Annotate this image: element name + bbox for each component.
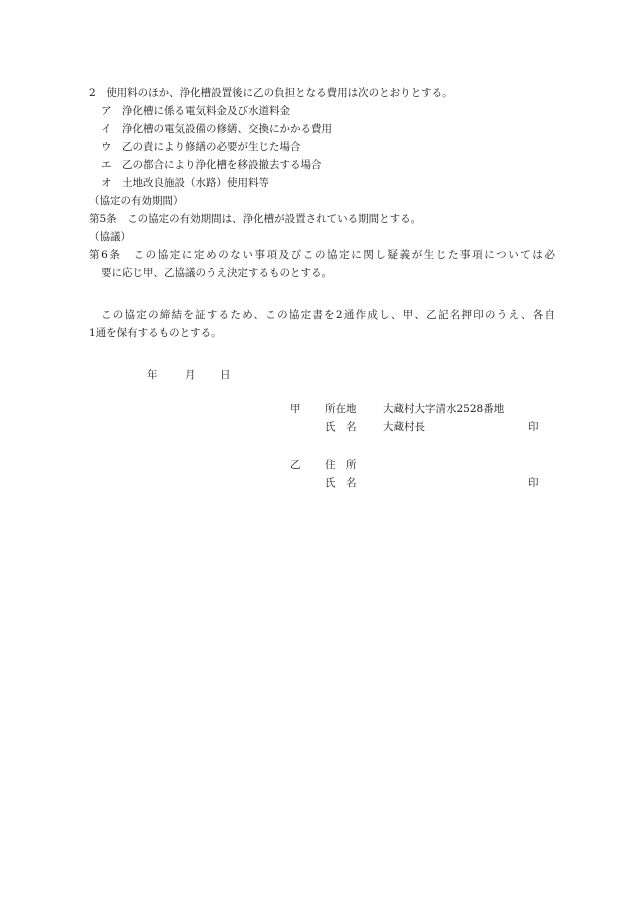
list-mark: イ <box>101 123 112 135</box>
list-mark: ウ <box>101 141 112 153</box>
list-text: 浄化槽の電気設備の修繕、交換にかかる費用 <box>122 123 332 135</box>
party-b-seal: 印 <box>528 477 539 489</box>
list-mark: エ <box>101 159 112 171</box>
list-item <box>101 120 332 138</box>
party-a-name: 大蔵村長 <box>383 421 425 433</box>
list-text: 乙の都合により浄化槽を移設撤去する場合 <box>122 159 322 171</box>
article-number: 第5条 <box>89 213 117 225</box>
party-b-address-label: 住 所 <box>325 459 357 471</box>
list-mark: オ <box>101 177 112 189</box>
article5-heading: （協定の有効期間） <box>89 195 184 207</box>
list-item <box>101 174 269 192</box>
list-item <box>101 138 301 156</box>
list-mark: ア <box>101 105 112 117</box>
party-b-label: 乙 <box>290 459 301 471</box>
party-a-address: 大蔵村大字清水2528番地 <box>383 403 505 415</box>
article4-item2 <box>89 84 453 102</box>
party-a-name-label: 氏 名 <box>325 421 357 433</box>
closing-text: この協定の締結を証するため、この協定書を2通作成し、甲、乙記名押印のうえ、各自 <box>101 309 555 321</box>
list-text: 乙の責により修繕の必要が生じた場合 <box>122 141 301 153</box>
list-text: 浄化槽に係る電気料金及び水道料金 <box>122 105 290 117</box>
article5-body <box>89 210 421 228</box>
party-a-address-label: 所在地 <box>325 403 357 415</box>
item-text: 使用料のほか、浄化槽設置後に乙の負担となる費用は次のとおりとする。 <box>106 87 453 99</box>
party-b-name-label: 氏 名 <box>325 477 357 489</box>
party-a-label: 甲 <box>290 403 301 415</box>
article6-body <box>89 246 555 264</box>
party-a-seal: 印 <box>528 421 539 433</box>
article-text: この協定に定めのない事項及びこの協定に関し疑義が生じた事項については必 <box>133 249 555 261</box>
item-number: 2 <box>89 87 96 99</box>
list-item <box>101 156 322 174</box>
article-text: この協定の有効期間は、浄化槽が設置されている期間とする。 <box>127 213 422 225</box>
date-day: 日 <box>220 369 231 381</box>
list-item <box>101 102 290 120</box>
date-month: 月 <box>185 369 196 381</box>
article6-body-continued: 要に応じ甲、乙協議のうえ決定するものとする。 <box>101 267 332 279</box>
date-year: 年 <box>147 369 158 381</box>
closing-text-continued: 1通を保有するものとする。 <box>89 327 222 339</box>
article-number: 第6条 <box>89 249 122 261</box>
article6-heading: （協議） <box>89 231 131 243</box>
list-text: 土地改良施設（水路）使用料等 <box>122 177 269 189</box>
